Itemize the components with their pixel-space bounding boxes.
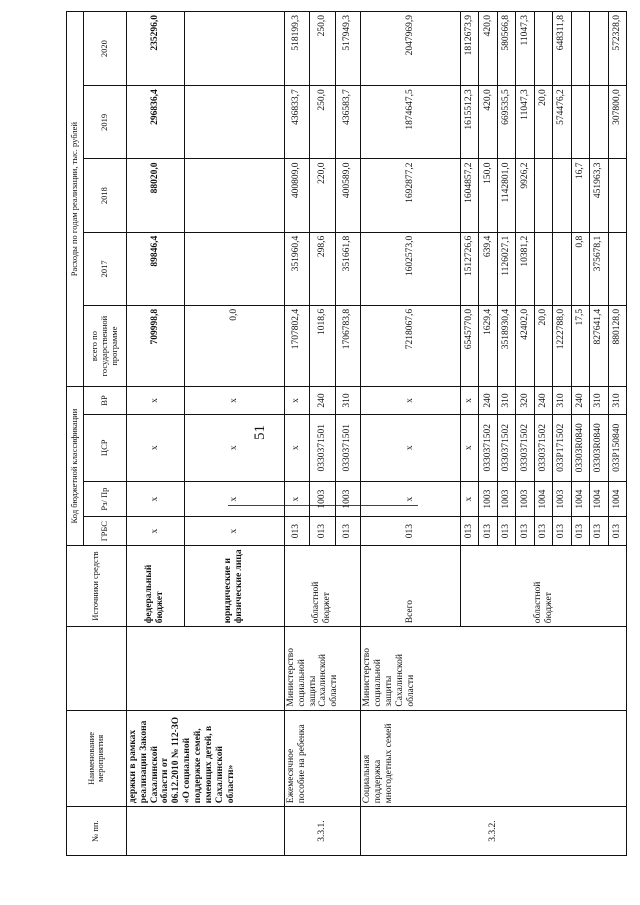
cell-grbs: 013 <box>310 517 335 545</box>
cell-total: 880128,0 <box>608 305 627 386</box>
cell-2017: 351960,4 <box>284 232 309 305</box>
col-header-2018: 2018 <box>83 159 126 232</box>
expenses-table <box>66 11 627 856</box>
cell-2020: 235296,0 <box>126 12 184 86</box>
cell-2020: 250,0 <box>310 12 335 86</box>
cell-vr: 310 <box>335 387 360 414</box>
cell-2018: 400809,0 <box>284 159 309 232</box>
cell-2017: 298,6 <box>310 232 335 305</box>
cell-2018: 220,0 <box>310 159 335 232</box>
cell-2017: 375678,1 <box>590 232 608 305</box>
col-header-2017: 2017 <box>83 232 126 305</box>
cell-csr: x <box>184 414 284 481</box>
cell-2017 <box>184 232 284 305</box>
cell-vr: 320 <box>516 387 534 414</box>
cell-2020: 2047969,9 <box>361 12 461 86</box>
cell-source: Всего <box>361 545 461 626</box>
cell-csr: 03303R0840 <box>590 414 608 481</box>
cell-2020 <box>571 12 589 86</box>
cell-2019: 420,0 <box>479 86 497 159</box>
cell-rzpr: x <box>126 481 184 517</box>
cell-2018: 88020,0 <box>126 159 184 232</box>
cell-2018 <box>553 159 571 232</box>
cell-2019: 1874647,5 <box>361 86 461 159</box>
cell-no: 3.3.2. <box>361 807 627 856</box>
cell-2017: 0,8 <box>571 232 589 305</box>
cell-vr: x <box>284 387 309 414</box>
cell-name: держки в рамках реализации Закона Сахалинской области от 06.12.2010 № 112-ЗО «О социальной поддержке семей, имеющих детей, в Сахалинской области» <box>126 710 284 807</box>
cell-2019: 574476,2 <box>553 86 571 159</box>
cell-name: Ежемесячное пособие на ребенка <box>284 710 360 807</box>
cell-rzpr: 1003 <box>516 481 534 517</box>
cell-grbs: x <box>184 517 284 545</box>
cell-grbs: 013 <box>608 517 627 545</box>
cell-2017: 639,4 <box>479 232 497 305</box>
cell-source: федеральный бюджет <box>126 545 184 626</box>
cell-executor: Министерство социальной защиты Сахалинской области <box>284 627 360 710</box>
col-header-exp-group: Расходы по годам реализации, тыс. рублей <box>67 12 84 387</box>
col-header-source: Источники средств <box>67 545 127 626</box>
col-header-grbs: ГРБС <box>83 517 126 545</box>
table-row <box>361 12 461 856</box>
col-header-total: всего по государственной программе <box>83 305 126 386</box>
cell-grbs: x <box>126 517 184 545</box>
cell-2017: 1512726,6 <box>461 232 479 305</box>
cell-rzpr: 1004 <box>534 481 552 517</box>
cell-2019: 20,0 <box>534 86 552 159</box>
cell-csr: x <box>284 414 309 481</box>
cell-vr: 310 <box>497 387 515 414</box>
cell-2018: 1142801,0 <box>497 159 515 232</box>
cell-csr: 03303R0840 <box>571 414 589 481</box>
cell-total: 1222788,0 <box>553 305 571 386</box>
cell-vr: x <box>184 387 284 414</box>
cell-2018: 1604857,2 <box>461 159 479 232</box>
cell-grbs: 013 <box>461 517 479 545</box>
cell-total: 6545770,0 <box>461 305 479 386</box>
cell-2019: 436833,7 <box>284 86 309 159</box>
cell-grbs: 013 <box>361 517 461 545</box>
cell-csr: x <box>461 414 479 481</box>
cell-name: Социальная поддержка многодетных семей <box>361 710 627 807</box>
table-row <box>284 12 309 856</box>
cell-executor: Министерство социальной защиты Сахалинской области <box>361 627 627 710</box>
cell-total: 7218067,6 <box>361 305 461 386</box>
cell-rzpr: x <box>284 481 309 517</box>
cell-2020 <box>184 12 284 86</box>
cell-2019: 669535,5 <box>497 86 515 159</box>
cell-vr: x <box>126 387 184 414</box>
cell-rzpr: 1003 <box>479 481 497 517</box>
col-header-csr: ЦСР <box>83 414 126 481</box>
cell-2019 <box>590 86 608 159</box>
cell-csr: 033P150840 <box>608 414 627 481</box>
cell-vr: 310 <box>590 387 608 414</box>
cell-2018 <box>534 159 552 232</box>
rotated-page <box>66 11 627 856</box>
col-header-code-group: Код бюджетной классификации <box>67 387 84 546</box>
cell-2018: 400589,0 <box>335 159 360 232</box>
cell-grbs: 013 <box>571 517 589 545</box>
cell-rzpr: x <box>461 481 479 517</box>
cell-total: 0,0 <box>184 305 284 386</box>
cell-executor <box>126 627 284 710</box>
cell-2020: 580566,8 <box>497 12 515 86</box>
cell-2019: 296836,4 <box>126 86 184 159</box>
cell-vr: 240 <box>534 387 552 414</box>
cell-vr: x <box>361 387 461 414</box>
cell-total: 1629,4 <box>479 305 497 386</box>
cell-csr: 0330371502 <box>479 414 497 481</box>
cell-2018 <box>608 159 627 232</box>
header-row <box>67 12 84 856</box>
cell-2019: 11047,3 <box>516 86 534 159</box>
cell-2020: 420,0 <box>479 12 497 86</box>
cell-vr: 240 <box>571 387 589 414</box>
col-header-vr: ВР <box>83 387 126 414</box>
cell-rzpr: 1004 <box>571 481 589 517</box>
cell-total: 827641,4 <box>590 305 608 386</box>
col-header-2020: 2020 <box>83 12 126 86</box>
cell-csr: 0330371502 <box>497 414 515 481</box>
col-header-no: № пп. <box>67 807 127 856</box>
cell-csr: 0330371501 <box>310 414 335 481</box>
cell-2020: 11047,3 <box>516 12 534 86</box>
cell-2017: 351661,8 <box>335 232 360 305</box>
cell-2019: 1615512,3 <box>461 86 479 159</box>
cell-grbs: 013 <box>479 517 497 545</box>
cell-2019 <box>184 86 284 159</box>
cell-rzpr: 1003 <box>553 481 571 517</box>
col-header-rzpr: Рз/ Пр <box>83 481 126 517</box>
cell-csr: 0330371502 <box>516 414 534 481</box>
cell-2019: 250,0 <box>310 86 335 159</box>
col-header-2019: 2019 <box>83 86 126 159</box>
cell-source: юридические и физические лица <box>184 545 284 626</box>
cell-no: 3.3.1. <box>284 807 360 856</box>
cell-2017 <box>553 232 571 305</box>
cell-csr: 033P171502 <box>553 414 571 481</box>
cell-2018: 451963,3 <box>590 159 608 232</box>
cell-rzpr: 1003 <box>310 481 335 517</box>
cell-vr: x <box>461 387 479 414</box>
cell-grbs: 013 <box>553 517 571 545</box>
cell-grbs: 013 <box>590 517 608 545</box>
cell-2018: 1692877,2 <box>361 159 461 232</box>
cell-2019: 307800,0 <box>608 86 627 159</box>
cell-vr: 240 <box>310 387 335 414</box>
cell-total: 42402,0 <box>516 305 534 386</box>
cell-total: 1018,6 <box>310 305 335 386</box>
cell-2017: 1126027,1 <box>497 232 515 305</box>
cell-2020: 648311,8 <box>553 12 571 86</box>
cell-vr: 310 <box>553 387 571 414</box>
cell-rzpr: 1003 <box>335 481 360 517</box>
cell-vr: 310 <box>608 387 627 414</box>
cell-source: областной бюджет <box>461 545 627 626</box>
cell-rzpr: 1004 <box>608 481 627 517</box>
cell-csr: x <box>126 414 184 481</box>
cell-2020: 518199,3 <box>284 12 309 86</box>
cell-total: 20,0 <box>534 305 552 386</box>
cell-2020: 1812673,9 <box>461 12 479 86</box>
cell-2019: 436583,7 <box>335 86 360 159</box>
col-header-name: Наименование мероприятия <box>67 710 127 807</box>
cell-rzpr: 1004 <box>590 481 608 517</box>
cell-grbs: 013 <box>516 517 534 545</box>
col-header-executor <box>67 627 127 710</box>
cell-csr: x <box>361 414 461 481</box>
cell-grbs: 013 <box>497 517 515 545</box>
page-number: 51 <box>252 425 268 440</box>
cell-total: 709998,8 <box>126 305 184 386</box>
cell-rzpr: 1003 <box>497 481 515 517</box>
cell-no <box>126 807 284 856</box>
cell-2018: 150,0 <box>479 159 497 232</box>
cell-total: 1707802,4 <box>284 305 309 386</box>
cell-2018: 16,7 <box>571 159 589 232</box>
cell-2017: 1602573,0 <box>361 232 461 305</box>
cell-rzpr: x <box>184 481 284 517</box>
cell-csr: 0330371501 <box>335 414 360 481</box>
cell-2020: 572328,0 <box>608 12 627 86</box>
cell-2017: 89846,4 <box>126 232 184 305</box>
cell-grbs: 013 <box>534 517 552 545</box>
cell-2020: 517949,3 <box>335 12 360 86</box>
cell-total: 17,5 <box>571 305 589 386</box>
table-row <box>126 12 184 856</box>
cell-2019 <box>571 86 589 159</box>
cell-total: 1706783,8 <box>335 305 360 386</box>
cell-2020 <box>534 12 552 86</box>
cell-vr: 240 <box>479 387 497 414</box>
cell-2020 <box>590 12 608 86</box>
cell-source: областной бюджет <box>284 545 360 626</box>
cell-2017 <box>534 232 552 305</box>
cell-2017: 10381,2 <box>516 232 534 305</box>
cell-rzpr: x <box>361 481 461 517</box>
cell-2018 <box>184 159 284 232</box>
cell-grbs: 013 <box>284 517 309 545</box>
cell-2018: 9926,2 <box>516 159 534 232</box>
cell-2017 <box>608 232 627 305</box>
cell-grbs: 013 <box>335 517 360 545</box>
cell-total: 3518930,4 <box>497 305 515 386</box>
cell-csr: 0330371502 <box>534 414 552 481</box>
